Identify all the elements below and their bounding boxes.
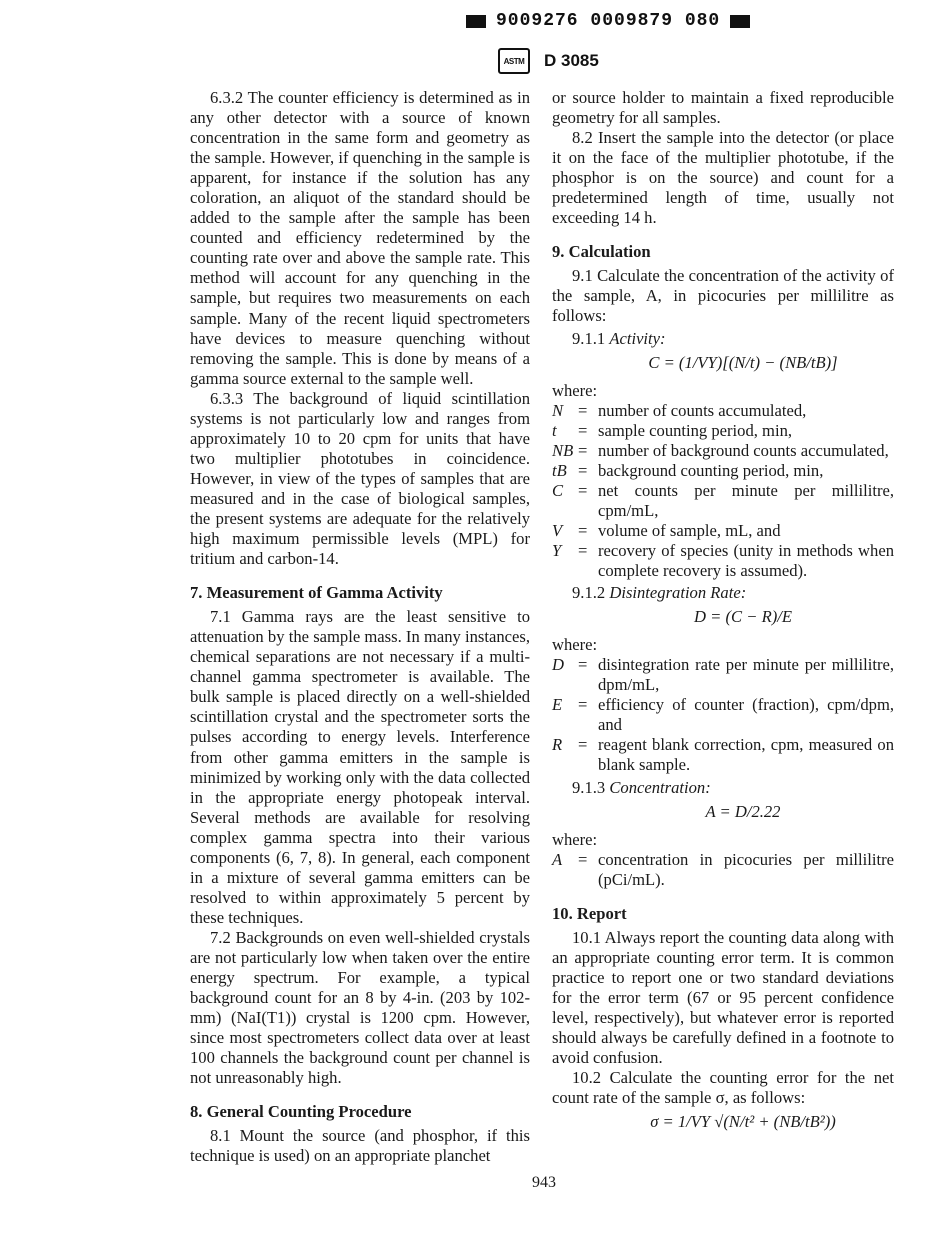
definition-symbol: R <box>552 735 563 755</box>
definition-equals: = <box>578 420 588 440</box>
definition-symbol: N <box>552 400 564 420</box>
paragraph-6-3-2: 6.3.2 The counter efficiency is determined as in any other detector with a source of known concentration in the same form and geometry as the sample. However, if quenching in the sample is apparent, for instance if the solution has any coloration, an aliquot of the standard should be added to the sample after the sample has been counted and efficiency redetermined by the counting rate over and above the sample rate. This method will account for any quenching in the sample, but requires two measurements on each sample. Many of the recent liquid spectrometers have devices to measure quenching without removing the sample. This is done by means of a gamma source external to the sample well. <box>190 88 530 388</box>
paragraph-8-2: 8.2 Insert the sample into the detector (or place it on the face of the multiplier phototube, if the phosphor is on the source) and count for a predetermined length of time, usually not exceeding 14 h. <box>552 128 894 228</box>
definition-item <box>552 421 894 441</box>
page-header <box>498 48 599 74</box>
where-label: where: <box>552 829 598 849</box>
astm-logo-icon: ASTM <box>498 48 530 74</box>
definition-equals: = <box>578 520 588 540</box>
definition-text: efficiency of counter (fraction), cpm/dpm, and <box>598 695 894 735</box>
paragraph-8-1: 8.1 Mount the source (and phosphor, if this technique is used) on an appropriate planchet <box>190 1126 530 1166</box>
definition-item <box>552 695 894 735</box>
definition-symbol: A <box>552 849 563 869</box>
definition-symbol: NB <box>552 440 574 460</box>
definition-text: number of background counts accumulated, <box>598 440 889 460</box>
definition-text: background counting period, min, <box>598 460 824 480</box>
definition-item <box>552 655 894 695</box>
definition-text: reagent blank correction, cpm, measured on blank sample. <box>598 735 894 775</box>
definition-equals: = <box>578 849 588 869</box>
definition-equals: = <box>578 440 588 460</box>
definition-equals: = <box>578 735 588 755</box>
definition-text: net counts per minute per millilitre, cpm/mL, <box>598 480 894 520</box>
definition-item <box>552 735 894 775</box>
paragraph-9-1: 9.1 Calculate the concentration of the activity of the sample, A, in picocuries per millilitre as follows: <box>552 266 894 326</box>
definition-equals: = <box>578 695 588 715</box>
definition-equals: = <box>578 540 588 560</box>
definition-item <box>552 401 894 421</box>
subsection-9-1-1: 9.1.1 Activity: <box>572 328 666 348</box>
definition-item <box>552 481 894 521</box>
where-label: where: <box>552 635 598 655</box>
definition-item <box>552 850 894 890</box>
definition-text: disintegration rate per minute per millilitre, dpm/mL, <box>598 655 894 695</box>
paragraph-10-1: 10.1 Always report the counting data along with an appropriate counting error term. It is common practice to report one or two standard deviations for the error term (67 or 95 percent confidence level, respectively), but whatever error is reported should always be carefully defined in a footnote to avoid confusion. <box>552 927 894 1068</box>
definition-symbol: t <box>552 420 557 440</box>
equation-disintegration: D = (C − R)/E <box>694 607 792 627</box>
definition-symbol: D <box>552 655 564 675</box>
page-number: 943 <box>532 1174 556 1191</box>
definition-text: concentration in picocuries per millilitre (pCi/mL). <box>598 849 894 889</box>
left-column <box>190 88 530 1166</box>
definition-text: recovery of species (unity in methods when complete recovery is assumed). <box>598 540 894 581</box>
barcode-number: 9009276 0009879 080 <box>496 11 721 31</box>
definition-equals: = <box>578 460 588 480</box>
barcode-mark-left <box>466 15 486 28</box>
definition-text: sample counting period, min, <box>598 420 793 440</box>
definition-list-activity <box>552 401 894 581</box>
definition-list-concentration <box>552 850 894 890</box>
definition-item <box>552 521 894 541</box>
subsection-9-1-2: 9.1.2 Disintegration Rate: <box>572 583 747 603</box>
definition-item <box>552 441 894 461</box>
definition-equals: = <box>578 480 588 500</box>
definition-item <box>552 541 894 581</box>
barcode-mark-right <box>730 15 750 28</box>
definition-text: volume of sample, mL, and <box>598 520 781 540</box>
section-heading-9: 9. Calculation <box>552 242 651 262</box>
definition-item <box>552 461 894 481</box>
where-label: where: <box>552 380 598 400</box>
definition-symbol: V <box>552 520 563 540</box>
definition-equals: = <box>578 400 588 420</box>
standard-designation: D 3085 <box>544 51 599 70</box>
paragraph-7-2: 7.2 Backgrounds on even well-shielded crystals are not particularly low when taken over the entire energy spectrum. For example, a typical background count for an 8 by 4-in. (203 by 102-mm) (NaI(T1)) crystal is 1200 cpm. However, since most spectrometers collect data over at least 100 channels the background count per channel is not unreasonably high. <box>190 927 530 1088</box>
equation-concentration: A = D/2.22 <box>705 801 781 821</box>
right-column <box>552 88 894 1140</box>
definition-equals: = <box>578 655 588 675</box>
definition-symbol: Y <box>552 540 562 560</box>
section-heading-7: 7. Measurement of Gamma Activity <box>190 583 443 603</box>
definition-symbol: tB <box>552 460 567 480</box>
section-heading-10: 10. Report <box>552 903 627 923</box>
document-barcode <box>466 10 756 32</box>
definition-text: number of counts accumulated, <box>598 400 807 420</box>
subsection-9-1-3: 9.1.3 Concentration: <box>572 777 711 797</box>
definition-symbol: C <box>552 480 564 500</box>
equation-activity: C = (1/VY)[(N/t) − (NB/tB)] <box>648 352 838 372</box>
definition-list-disintegration <box>552 655 894 775</box>
section-heading-8: 8. General Counting Procedure <box>190 1102 412 1122</box>
paragraph-7-1: 7.1 Gamma rays are the least sensitive to attenuation by the sample mass. In many instances, chemical separations are not necessary if a multi-channel gamma spectrometer is available. The bulk sample is placed directly on a well-shielded scintillation crystal and the spectrometer sorts the pulses according to energy levels. Interference from other gamma emitters in the sample is minimized by working only with the data collected in the appropriate energy photopeak interval. Several methods are available for resolving complex gamma spectra into their various components (6, 7, 8). In general, each component in a mixture of several gamma emitters can be resolved to within approximately 5 percent by these techniques. <box>190 607 530 927</box>
definition-symbol: E <box>552 695 563 715</box>
paragraph-8-1-continued: or source holder to maintain a fixed reproducible geometry for all samples. <box>552 88 894 128</box>
equation-counting-error: σ = 1/VY √(N/t² + (NB/tB²)) <box>650 1112 836 1132</box>
paragraph-10-2: 10.2 Calculate the counting error for the net count rate of the sample σ, as follows: <box>552 1068 894 1108</box>
paragraph-6-3-3: 6.3.3 The background of liquid scintillation systems is not particularly low and ranges from approximately 10 to 20 cpm for units that have two multiplier phototubes in coincidence. However, in view of the types of samples that are measured and in the case of biological samples, the present systems are adequate for the relatively high maximum permissible levels (MPL) for tritium and carbon-14. <box>190 388 530 569</box>
